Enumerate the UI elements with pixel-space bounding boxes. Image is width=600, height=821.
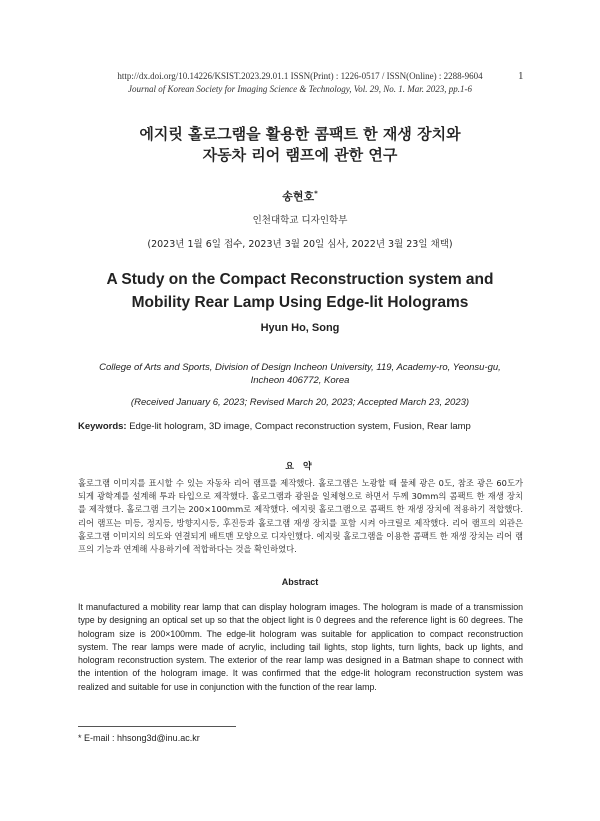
korean-dates: (2023년 1월 6일 접수, 2023년 3월 20일 심사, 2022년 3월 23일 채택) — [147, 239, 453, 250]
keywords — [78, 421, 523, 432]
korean-title-line1: 에지릿 홀로그램을 활용한 콤팩트 한 재생 장치와 — [139, 125, 461, 143]
english-affiliation-line2: Incheon 406772, Korea — [250, 375, 350, 386]
english-title-line2: Mobility Rear Lamp Using Edge-lit Holograms — [131, 294, 469, 311]
footnote-divider — [78, 726, 236, 727]
author-footnote-mark: * — [314, 189, 318, 198]
keywords-text: Edge-lit hologram, 3D image, Compact reconstruction system, Fusion, Rear lamp — [129, 421, 471, 432]
english-dates: (Received January 6, 2023; Revised March 20, 2023; Accepted March 23, 2023) — [130, 397, 470, 408]
journal-citation-line: Journal of Korean Society for Imaging Science & Technology, Vol. 29, No. 1. Mar. 2023, pp.1-6 — [127, 84, 473, 94]
english-affiliation — [0, 361, 600, 387]
keywords-label: Keywords: — [78, 421, 127, 432]
korean-author — [0, 188, 600, 204]
english-affiliation-line1: College of Arts and Sports, Division of Design Incheon University, 119, Academy-ro, Yeonsu-gu, — [99, 362, 501, 373]
korean-author-name: 송현호 — [282, 190, 315, 203]
page-number: 1 — [518, 70, 524, 82]
abstract-body: It manufactured a mobility rear lamp that can display hologram images. The hologram is made of a transmission type by designing an optical set up so that the object light is 0 degrees and the reference light is 60 degrees. The hologram size is 200×100mm. The edge-lit hologram was suitable for application to compact reconstruction system. The rear lamps were made of acrylic, including tail lights, stop lights, turn lights, back up lights, and hologram reconstruction system. The exterior of the rear lamp was designed in a Batman shape to connect with the intention of the hologram image. It was confirmed that the edge-lit hologram reconstruction system was realized and suitable for use in conjunction with the function of the rear lamp. — [78, 602, 523, 692]
english-title-line1: A Study on the Compact Reconstruction system and — [106, 271, 494, 288]
korean-title-line2: 자동차 리어 램프에 관한 연구 — [202, 146, 398, 164]
korean-summary-heading: 요 약 — [285, 462, 315, 472]
doi-issn-line: http://dx.doi.org/10.14226/KSIST.2023.29.01.1 ISSN(Print) : 1226-0517 / ISSN(Online) : 2288-9604 — [117, 71, 483, 81]
abstract-heading: Abstract — [281, 577, 319, 587]
english-author: Hyun Ho, Song — [260, 322, 340, 334]
korean-affiliation: 인천대학교 디자인학부 — [252, 215, 348, 226]
author-email-footnote: * E-mail : hhsong3d@inu.ac.kr — [78, 733, 200, 743]
korean-summary-body: 홀로그램 이미지를 표시할 수 있는 자동차 리어 램프를 제작했다. 홀로그램은 노광할 때 물체 광은 0도, 참조 광은 60도가 되게 광학계를 설계해 투과 타입으로 제작했다. 홀로그램과 광원을 일체형으로 하면서 두께 30mm의 콤팩트 한 재생 장치를 제작했다. 홀로그램 크기는 200×100mm로 제작했다. 에지릿 홀로그램으로 콤팩트 한 재생 장치에 적용하기 적합했다. 리어 램프는 미등, 정지등, 방향지시등, 후진등과 홀로그램 재생 장치를 포함 시켜 아크릴로 제작했다. 리어 램프의 외관은 홀로그램 이미지의 의도와 연결되게 배트맨 모양으로 디자인했다. 에지릿 홀로그램을 이용한 콤팩트 한 재생 장치는 리어 램프의 기능과 연계해 사용하기에 적합하다는 것을 확인하였다. — [78, 478, 523, 555]
english-title — [0, 268, 600, 314]
korean-title — [0, 124, 600, 166]
